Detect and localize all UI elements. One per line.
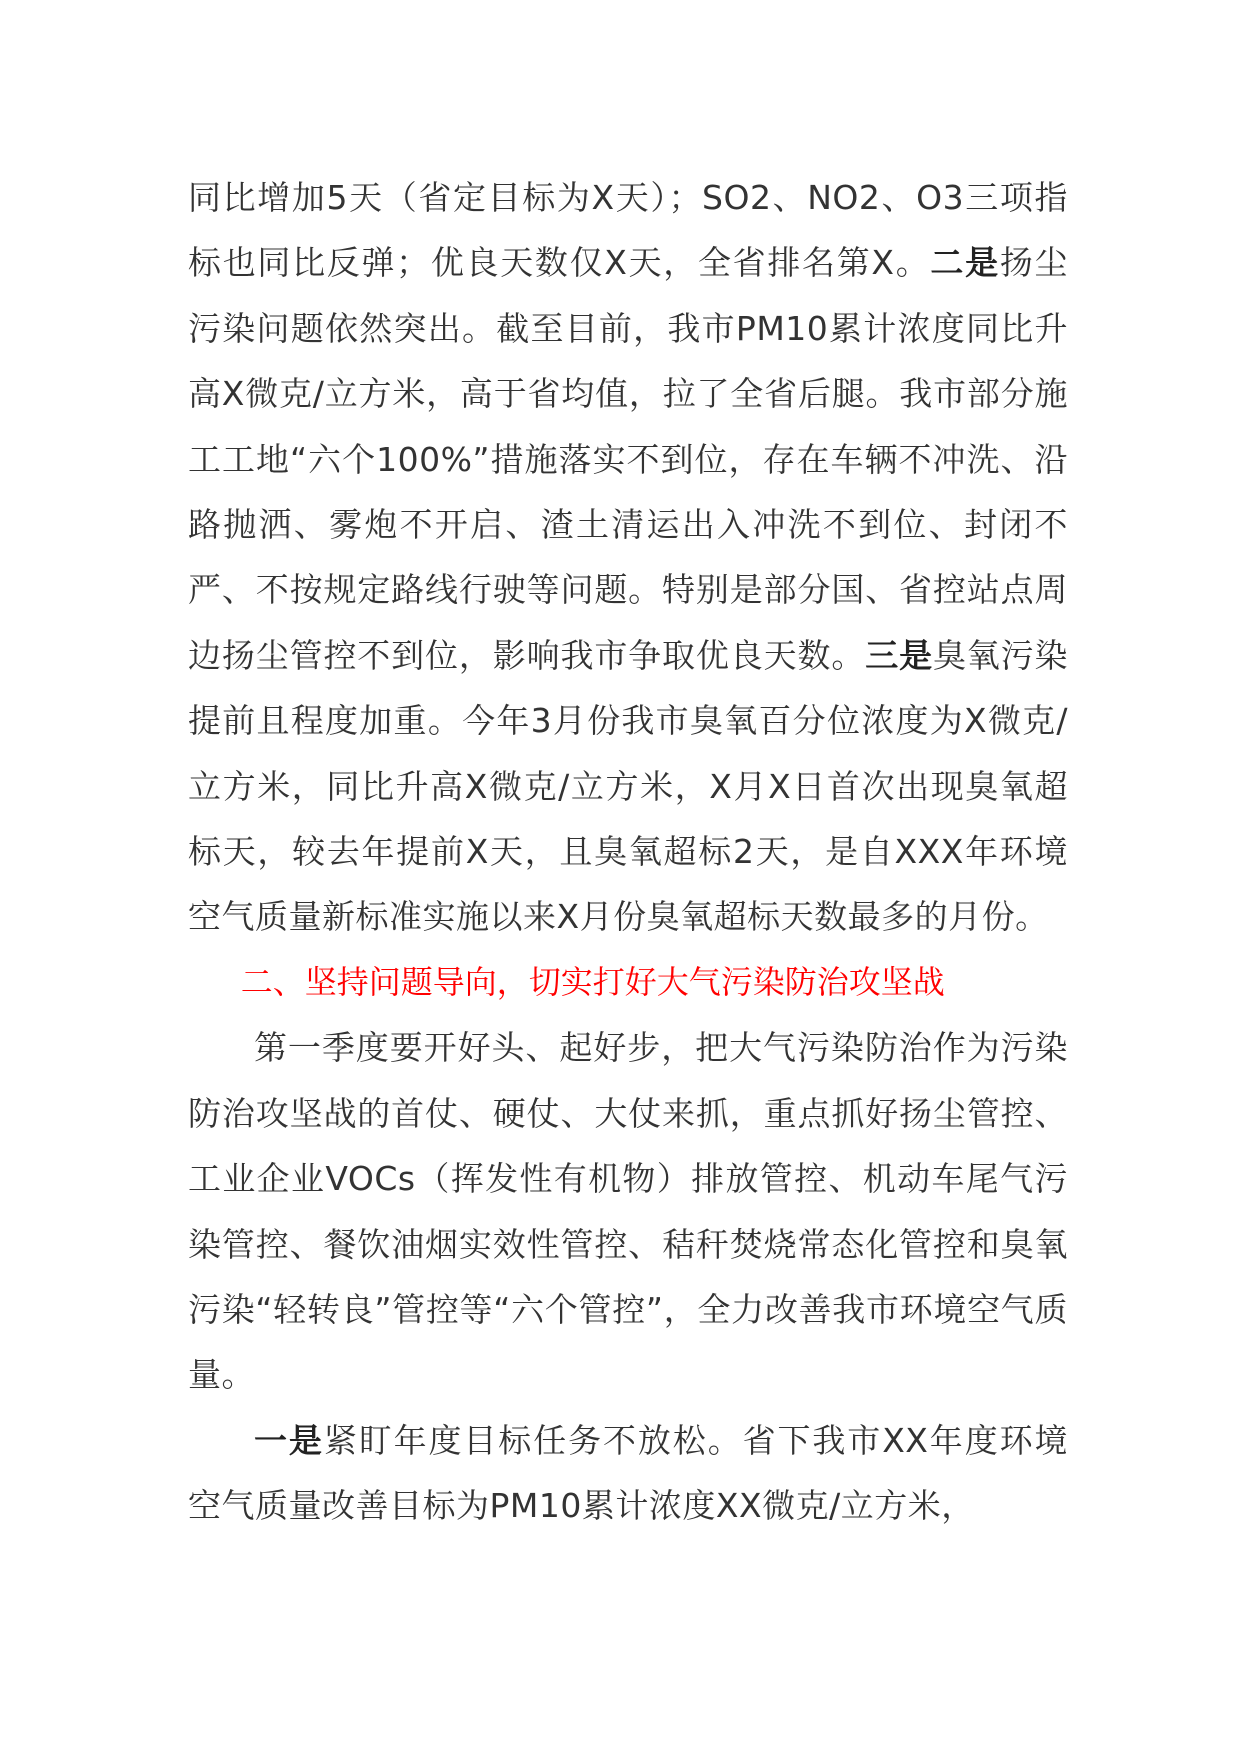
bold-lead-one: 一是 xyxy=(254,1420,324,1460)
paragraph-first-quarter: 第一季度要开好头、起好步，把大气污染防治作为污染防治攻坚战的首仗、硬仗、大仗来抓，重点抓好扬尘管控、工业企业VOCs（挥发性有机物）排放管控、机动车尾气污染管控、餐饮油烟实效性管控、秸秆焚烧常态化管控和臭氧污染“轻转良”管控等“六个管控”，全力改善我市环境空气质量。 xyxy=(188,1028,1068,1395)
section-heading: 二、坚持问题导向，切实打好大气污染防治攻坚战 xyxy=(240,962,945,1001)
bold-lead-three: 三是 xyxy=(865,635,933,675)
paragraph-annual-target xyxy=(188,1408,1068,1539)
bold-lead-two: 二是 xyxy=(930,243,1000,283)
text-segment: 扬尘污染问题依然突出。截至目前，我市PM10累计浓度同比升高X微克/立方米，高于省均值，拉了全省后腿。我市部分施工工地“六个100%”措施落实不到位，存在车辆不冲洗、沿路抛洒、雾炮不开启、渣土清运出入冲洗不到位、封闭不严、不按规定路线行驶等问题。特别是部分国、省控站点周边扬尘管控不到位，影响我市争取优良天数。 xyxy=(188,243,1069,675)
text-segment: 同比增加5天（省定目标为X天）；SO2、NO2、O3三项指标也同比反弹；优良天数仅X天，全省排名第X。 xyxy=(188,178,1068,283)
text-segment: 紧盯年度目标任务不放松。省下我市XX年度环境空气质量改善目标为PM10累计浓度XX微克/立方米， xyxy=(188,1420,1069,1526)
document-page xyxy=(188,165,1068,1539)
text-segment: 臭氧污染提前且程度加重。今年3月份我市臭氧百分位浓度为X微克/立方米，同比升高X微克/立方米，X月X日首次出现臭氧超标天，较去年提前X天，且臭氧超标2天，是自XXX年环境空气质量新标准实施以来X月份臭氧超标天数最多的月份。 xyxy=(188,635,1069,937)
paragraph-pollution-status xyxy=(188,165,1068,950)
